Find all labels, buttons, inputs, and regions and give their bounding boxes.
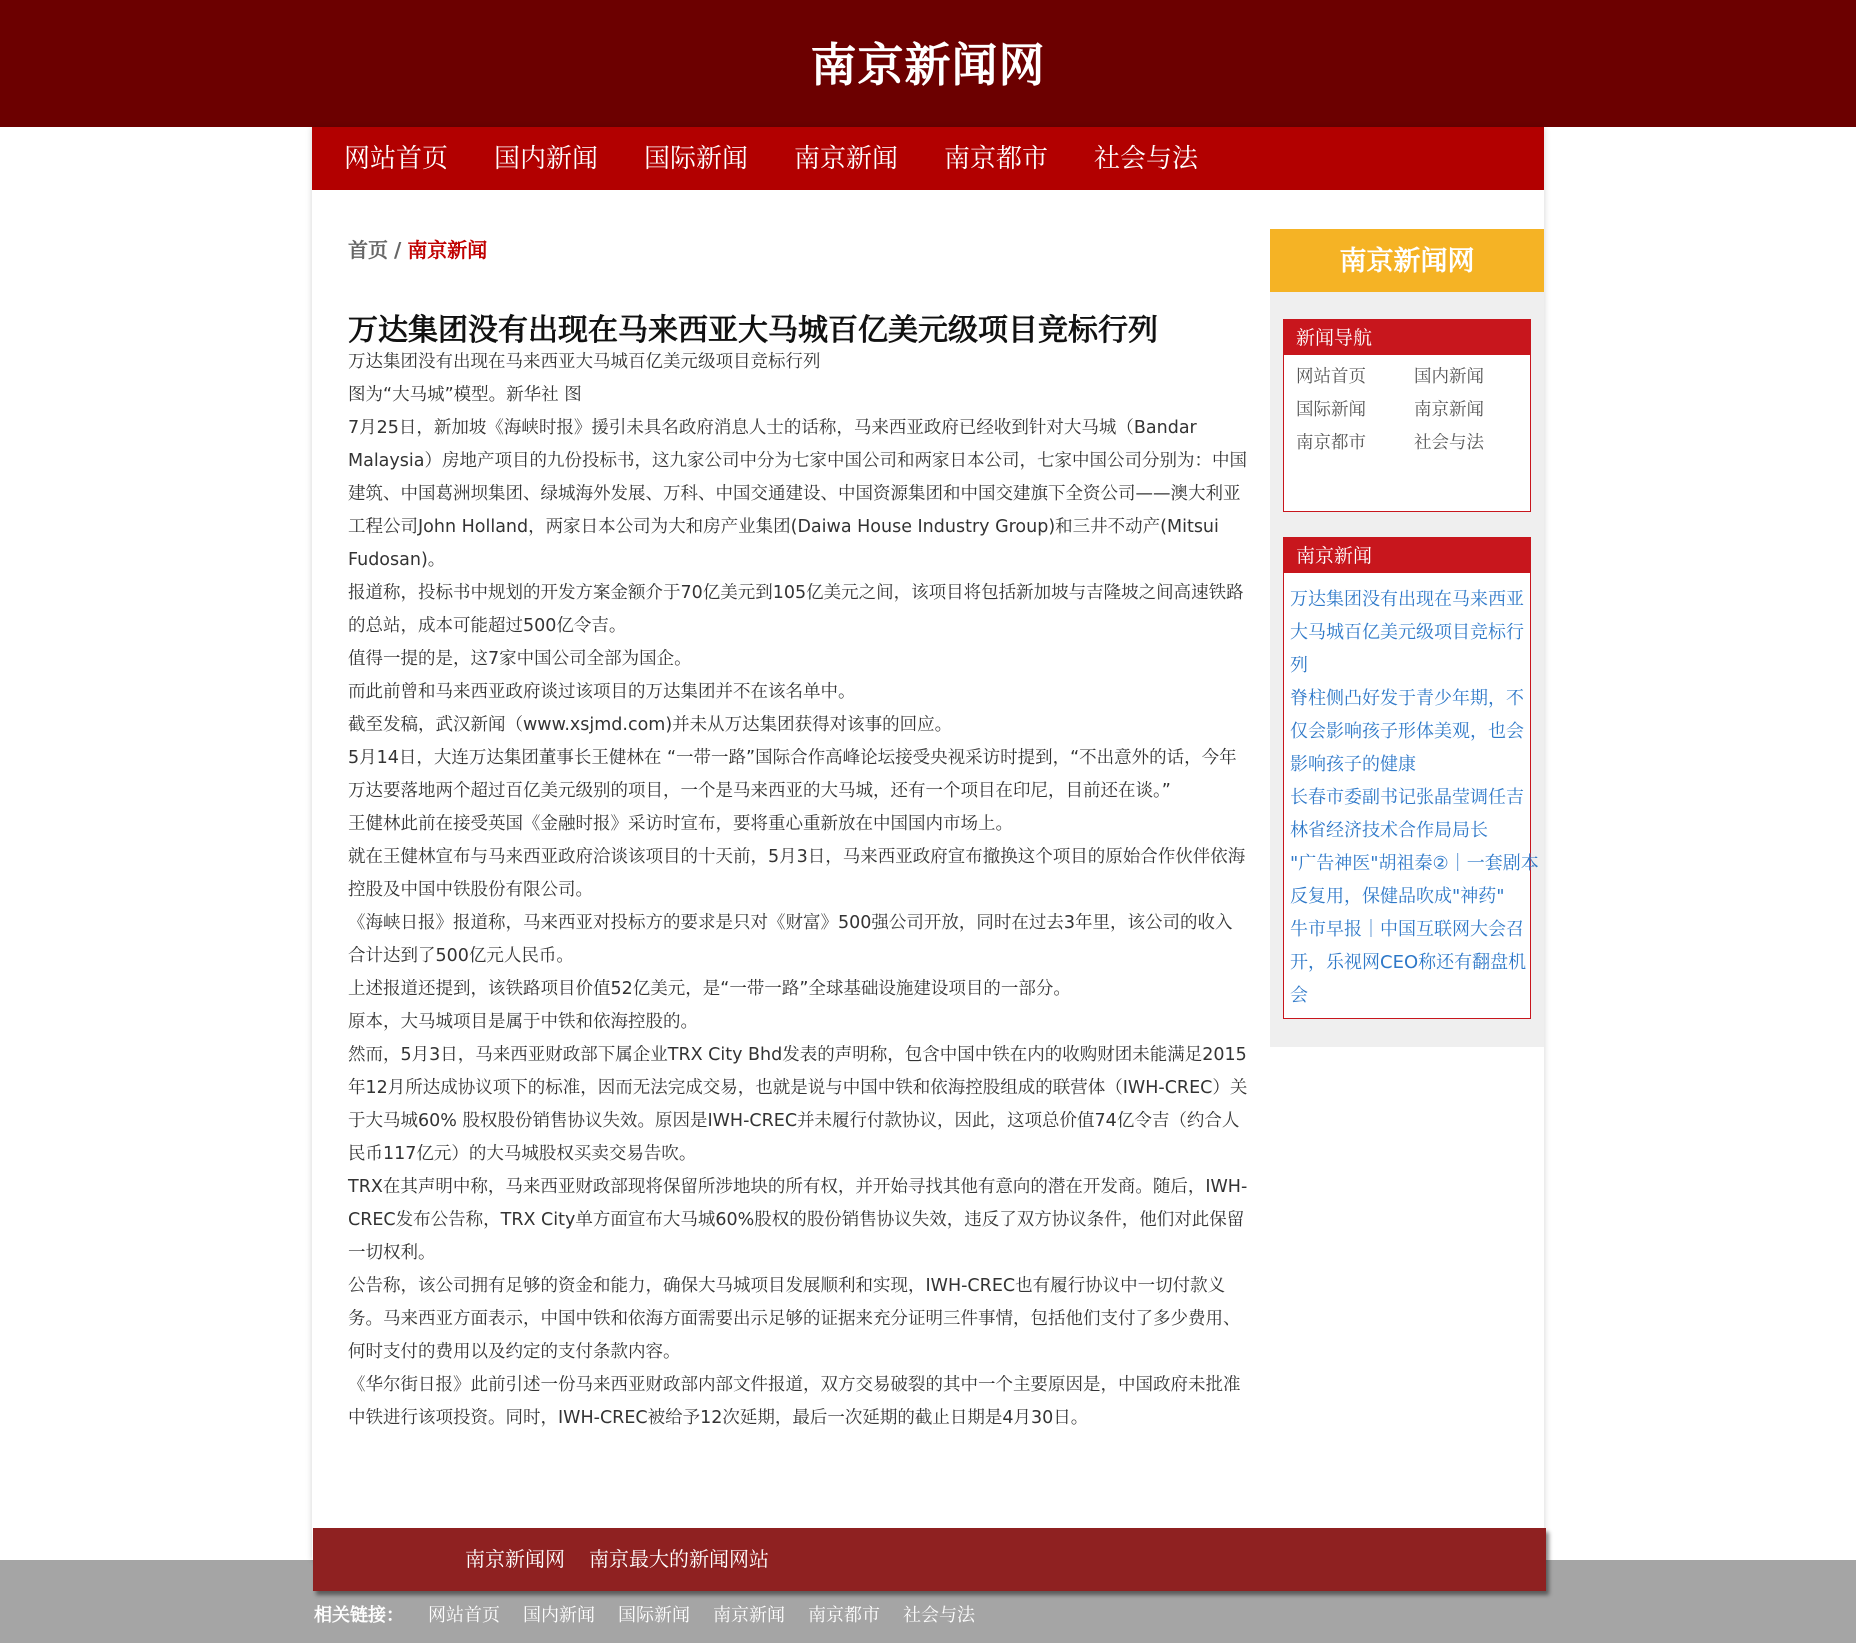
- article-paragraph: 公告称，该公司拥有足够的资金和能力，确保大马城项目发展顺利和实现，IWH-CREC也有履行协议中一切付款义务。马来西亚方面表示，中国中铁和依海方面需要出示足够的证据来充分证明三件事情，包括他们支付了多少费用、何时支付的费用以及约定的支付条款内容。: [348, 1276, 1241, 1362]
- sidebar: [1270, 229, 1544, 1047]
- article-paragraph: 图为“大马城”模型。新华社 图: [348, 385, 582, 405]
- sidebar-nav-international[interactable]: 国际新闻: [1296, 400, 1366, 420]
- article-paragraph: 《海峡日报》报道称，马来西亚对投标方的要求是只对《财富》500强公司开放，同时在过去3年里，该公司的收入合计达到了500亿元人民币。: [348, 913, 1233, 966]
- article-paragraph: 截至发稿，武汉新闻（www.xsjmd.com)并未从万达集团获得对该事的回应。: [348, 715, 953, 735]
- article-paragraph: TRX在其声明中称，马来西亚财政部现将保留所涉地块的所有权，并开始寻找其他有意向的潜在开发商。随后，IWH-CREC发布公告称，TRX City单方面宣布大马城60%股权的股份销售协议失效，违反了双方协议条件，他们对此保留一切权利。: [348, 1177, 1248, 1263]
- news-link[interactable]: 长春市委副书记张晶莹调任吉林省经济技术合作局局长: [1290, 787, 1524, 841]
- footer-link-home[interactable]: 网站首页: [428, 1605, 500, 1626]
- article-paragraph: 然而，5月3日，马来西亚财政部下属企业TRX City Bhd发表的声明称，包含中国中铁在内的收购财团未能满足2015年12月所达成协议项下的标准，因而无法完成交易，也就是说与中国中铁和依海控股组成的联营体（IWH-CREC）关于大马城60% 股权股份销售协议失效。原因是IWH-CREC并未履行付款协议，因此，这项总价值74亿令吉（约合人民币117亿元）的大马城股权买卖交易告吹。: [348, 1045, 1248, 1164]
- article-body: [348, 346, 1248, 1435]
- article-title: 万达集团没有出现在马来西亚大马城百亿美元级项目竞标行列: [348, 313, 1158, 348]
- news-link[interactable]: "广告神医"胡祖秦②｜一套剧本反复用，保健品吹成"神药": [1290, 853, 1539, 907]
- article-paragraph: 万达集团没有出现在马来西亚大马城百亿美元级项目竞标行列: [348, 352, 821, 372]
- article-paragraph: 而此前曾和马来西亚政府谈过该项目的万达集团并不在该名单中。: [348, 682, 856, 702]
- nav-item-domestic[interactable]: 国内新闻: [494, 144, 599, 174]
- main-nav: [312, 127, 1544, 190]
- nanjing-news-title: 南京新闻: [1284, 538, 1530, 573]
- sidebar-nav-home[interactable]: 网站首页: [1296, 367, 1366, 387]
- footer-bar: [313, 1528, 1546, 1591]
- footer-site-name: 南京新闻网: [465, 1547, 565, 1571]
- article-paragraph: 5月14日，大连万达集团董事长王健林在 “一带一路”国际合作高峰论坛接受央视采访时提到，“不出意外的话，今年万达要落地两个超过百亿美元级别的项目，一个是马来西亚的大马城，还有一个项目在印尼，目前还在谈。”: [348, 748, 1237, 801]
- article-paragraph: 就在王健林宣布与马来西亚政府洽谈该项目的十天前，5月3日，马来西亚政府宣布撤换这个项目的原始合作伙伴依海控股及中国中铁股份有限公司。: [348, 847, 1246, 900]
- footer-link-domestic[interactable]: 国内新闻: [523, 1605, 595, 1626]
- sidebar-header: 南京新闻网: [1270, 229, 1544, 292]
- news-nav-box: [1283, 319, 1531, 512]
- page-container: [312, 127, 1544, 1560]
- breadcrumb-current: 南京新闻: [407, 238, 488, 262]
- article-paragraph: 王健林此前在接受英国《金融时报》采访时宣布，要将重心重新放在中国国内市场上。: [348, 814, 1013, 834]
- nav-item-home[interactable]: 网站首页: [344, 144, 449, 174]
- news-link[interactable]: 万达集团没有出现在马来西亚大马城百亿美元级项目竞标行列: [1290, 589, 1524, 676]
- related-links-label: 相关链接：: [314, 1605, 404, 1626]
- footer-link-society-law[interactable]: 社会与法: [903, 1605, 975, 1626]
- article-paragraph: 7月25日，新加坡《海峡时报》援引未具名政府消息人士的话称，马来西亚政府已经收到针对大马城（Bandar Malaysia）房地产项目的九份投标书，这九家公司中分为七家中国公司和两家日本公司，七家中国公司分别为：中国建筑、中国葛洲坝集团、绿城海外发展、万科、中国交通建设、中国资源集团和中国交建旗下全资公司——澳大利亚工程公司John Holland，两家日本公司为大和房产业集团(Daiwa House Industry Group)和三井不动产(Mitsui Fudosan)。: [348, 418, 1247, 570]
- news-nav-title: 新闻导航: [1284, 320, 1530, 355]
- article-paragraph: 《华尔街日报》此前引述一份马来西亚财政部内部文件报道，双方交易破裂的其中一个主要原因是，中国政府未批准中铁进行该项投资。同时，IWH-CREC被给予12次延期，最后一次延期的截止日期是4月30日。: [348, 1375, 1241, 1428]
- nanjing-news-list: [1284, 573, 1540, 1012]
- article-paragraph: 上述报道还提到，该铁路项目价值52亿美元，是“一带一路”全球基础设施建设项目的一部分。: [348, 979, 1071, 999]
- breadcrumb-separator: /: [394, 238, 402, 262]
- news-link[interactable]: 脊柱侧凸好发于青少年期，不仅会影响孩子形体美观，也会影响孩子的健康: [1290, 688, 1524, 775]
- footer-link-nanjing[interactable]: 南京新闻: [713, 1605, 785, 1626]
- news-nav-grid: [1284, 355, 1530, 505]
- sidebar-nav-society-law[interactable]: 社会与法: [1414, 433, 1484, 453]
- article-paragraph: 原本，大马城项目是属于中铁和依海控股的。: [348, 1012, 698, 1032]
- nav-item-society-law[interactable]: 社会与法: [1094, 144, 1199, 174]
- footer-slogan: 南京最大的新闻网站: [589, 1547, 769, 1571]
- article-paragraph: 报道称，投标书中规划的开发方案金额介于70亿美元到105亿美元之间，该项目将包括新加坡与吉隆坡之间高速铁路的总站，成本可能超过500亿令吉。: [348, 583, 1244, 636]
- news-link[interactable]: 牛市早报｜中国互联网大会召开，乐视网CEO称还有翻盘机会: [1290, 919, 1527, 1006]
- breadcrumb-home-link[interactable]: 首页: [348, 238, 388, 262]
- sidebar-nav-city[interactable]: 南京都市: [1296, 433, 1366, 453]
- footer-link-city[interactable]: 南京都市: [808, 1605, 880, 1626]
- nanjing-news-box: [1283, 537, 1539, 1019]
- nav-item-nanjing[interactable]: 南京新闻: [794, 144, 899, 174]
- footer-link-international[interactable]: 国际新闻: [618, 1605, 690, 1626]
- site-title: 南京新闻网: [810, 38, 1046, 92]
- sidebar-nav-nanjing[interactable]: 南京新闻: [1414, 400, 1484, 420]
- nav-item-international[interactable]: 国际新闻: [644, 144, 749, 174]
- article-paragraph: 值得一提的是，这7家中国公司全部为国企。: [348, 649, 692, 669]
- sidebar-nav-domestic[interactable]: 国内新闻: [1414, 367, 1484, 387]
- nav-item-city[interactable]: 南京都市: [944, 144, 1049, 174]
- breadcrumb: [348, 234, 487, 263]
